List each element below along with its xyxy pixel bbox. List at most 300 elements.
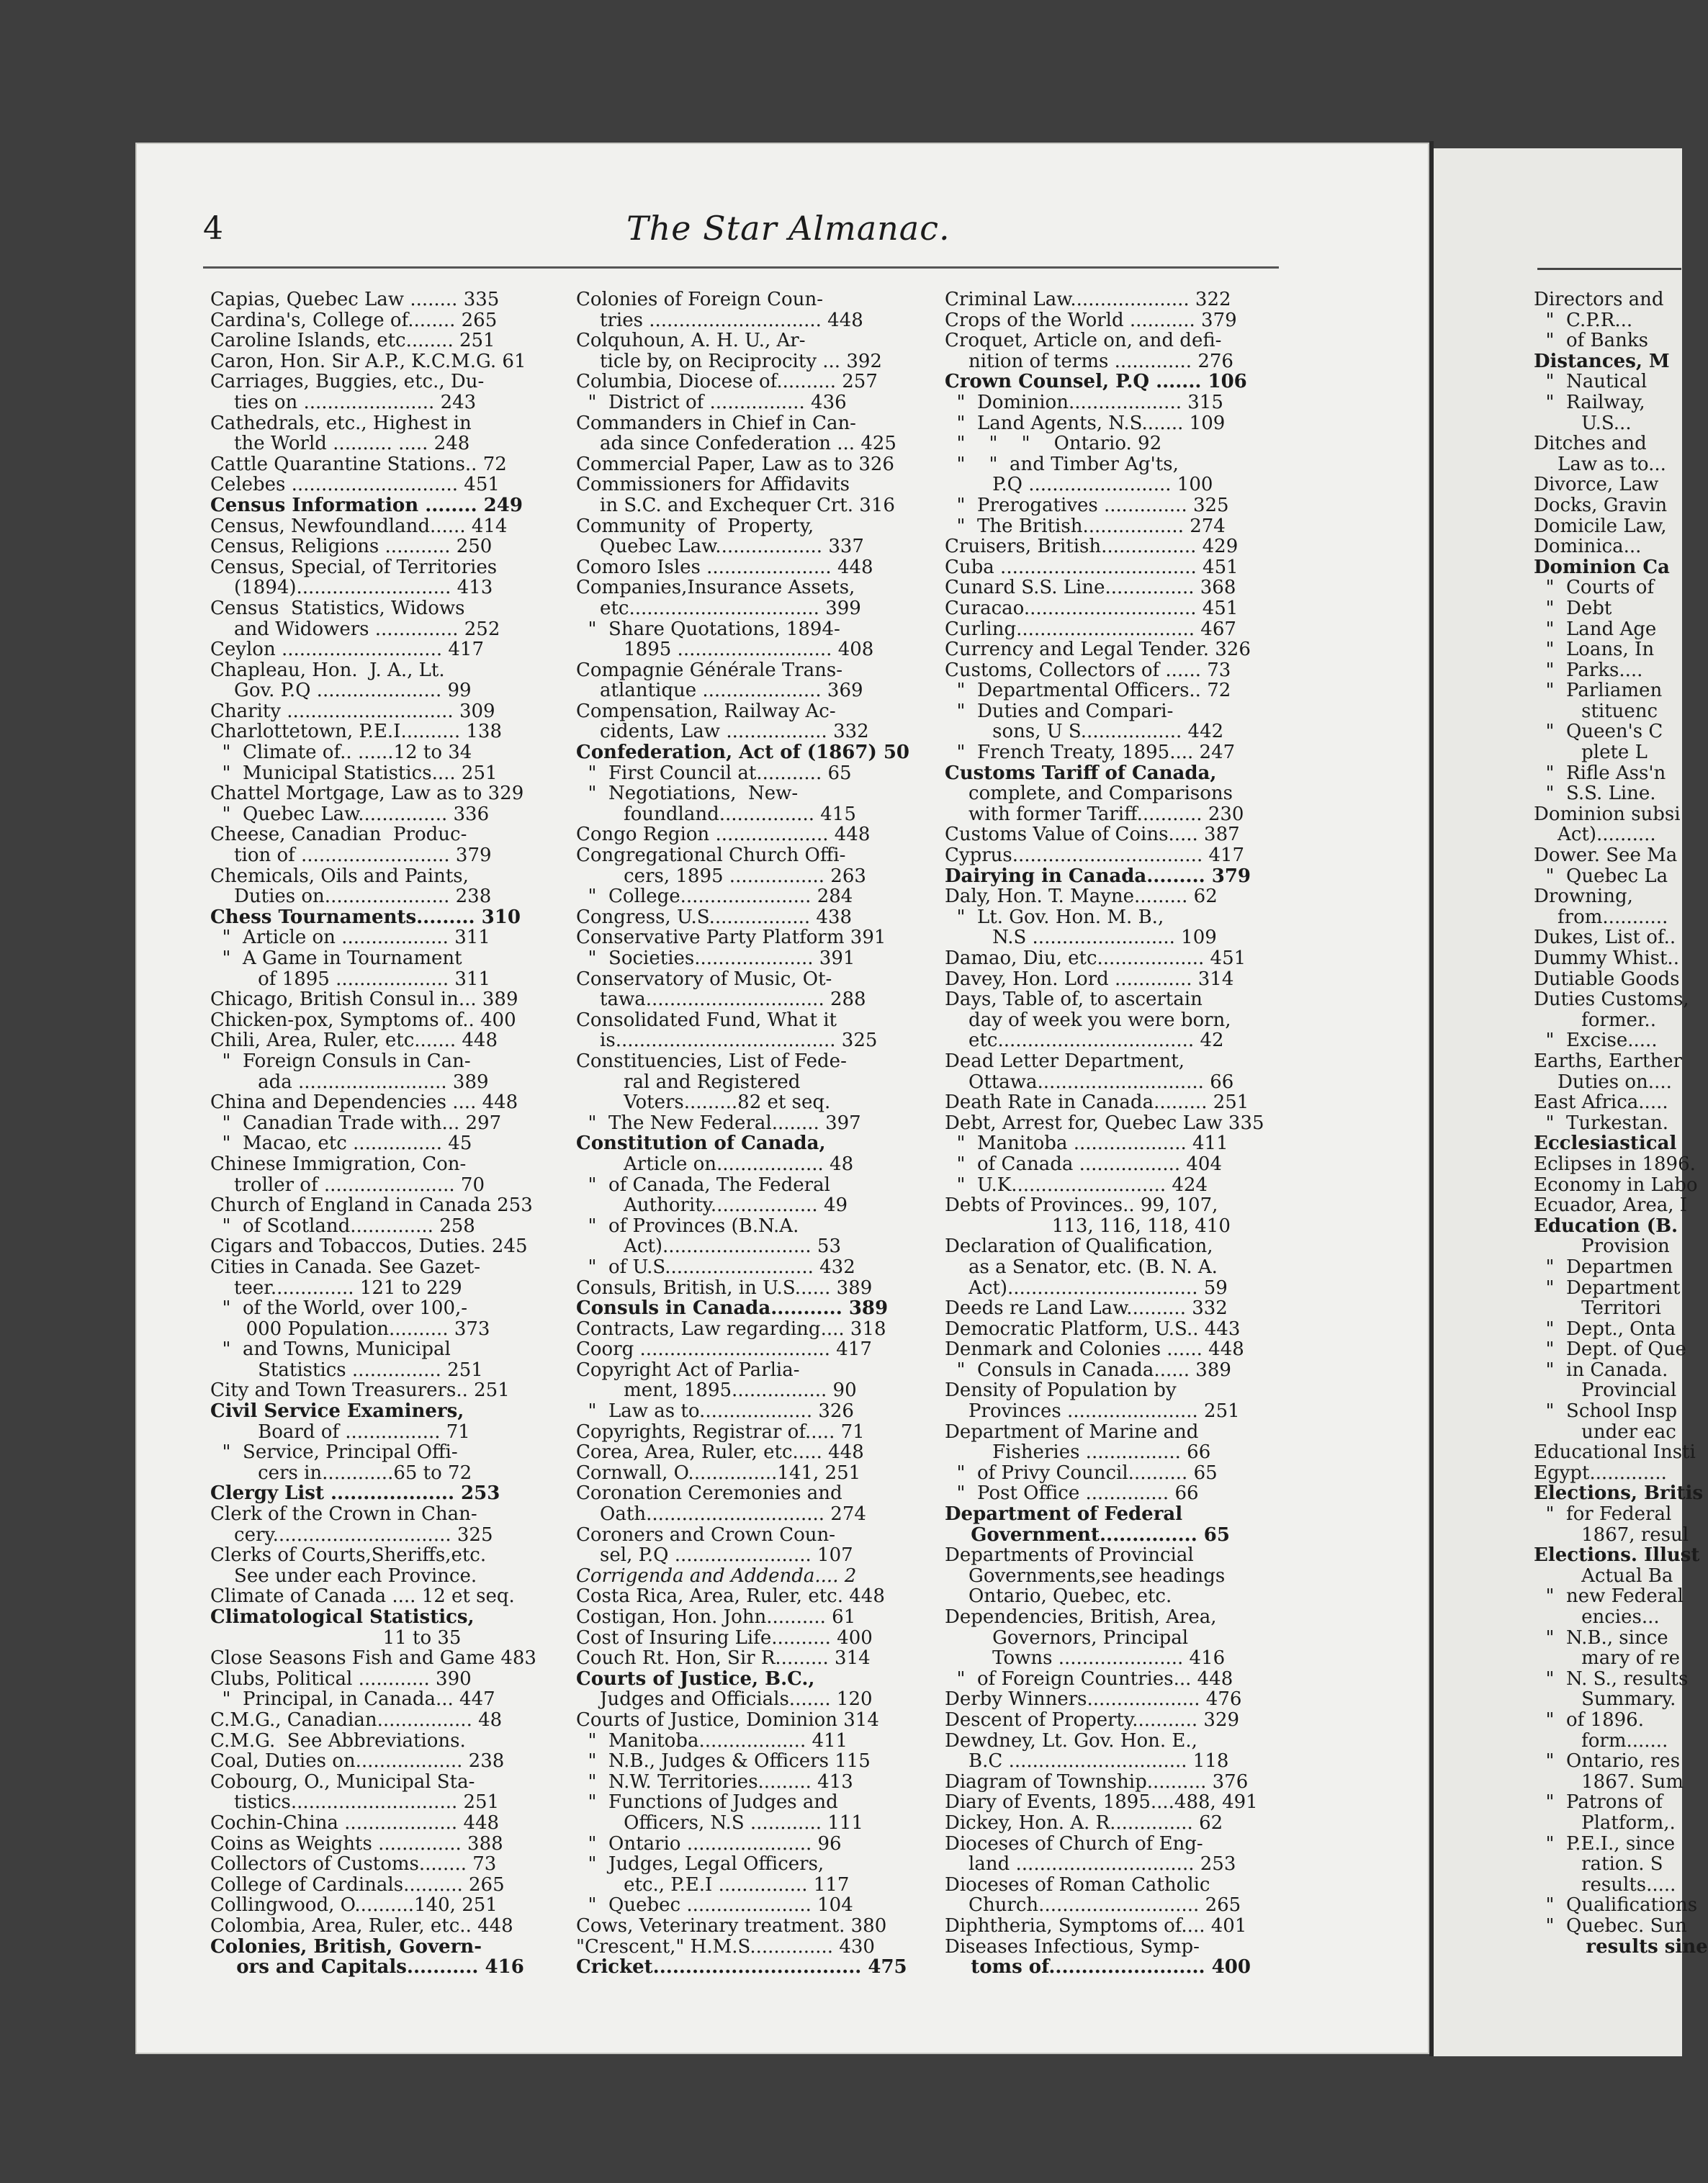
index-entry: etc................................ 399 <box>576 597 861 619</box>
index-entry: Dead Letter Department, <box>945 1050 1185 1072</box>
index-entry: " Consuls in Canada...... 389 <box>945 1359 1231 1381</box>
index-entry: " P.E.I., since <box>1534 1832 1676 1855</box>
index-entry: Ditches and <box>1534 433 1647 455</box>
index-entry: Crops of the World ........... 379 <box>945 309 1237 331</box>
index-entry: plete L <box>1534 742 1648 764</box>
index-entry: Chicken-pox, Symptoms of.. 400 <box>210 1009 516 1031</box>
index-entry: Colquhoun, A. H. U., Ar- <box>576 330 806 352</box>
index-entry: Gov. P.Q ..................... 99 <box>210 680 472 702</box>
index-entry: Death Rate in Canada......... 251 <box>945 1092 1249 1114</box>
index-entry: 11 to 35 <box>210 1626 462 1649</box>
index-entry: Governors, Principal <box>945 1626 1189 1649</box>
index-entry: Coorg ................................ 417 <box>576 1338 872 1361</box>
index-entry: Territori <box>1534 1297 1661 1320</box>
index-entry: with former Tariff........... 230 <box>945 803 1244 825</box>
index-entry: Community of Property, <box>576 515 814 537</box>
index-entry: Coins as Weights .............. 388 <box>210 1832 503 1855</box>
index-entry: Confederation, Act of (1867) 50 <box>576 742 910 764</box>
index-entry: form....... <box>1534 1729 1668 1752</box>
index-entry: " of Canada ................. 404 <box>945 1153 1222 1175</box>
index-entry: Collectors of Customs........ 73 <box>210 1853 497 1876</box>
index-entry: Curling.............................. 467 <box>945 618 1236 640</box>
index-entry: Census, Religions ........... 250 <box>210 536 493 558</box>
index-entry: " U.K.......................... 424 <box>945 1174 1208 1196</box>
index-entry: " Ontario, res <box>1534 1750 1681 1773</box>
index-entry: sel, P.Q ....................... 107 <box>576 1544 853 1567</box>
index-entry: " of Banks <box>1534 330 1649 352</box>
index-entry: Cathedrals, etc., Highest in <box>210 412 472 434</box>
index-entry: Governments,see headings <box>945 1565 1226 1587</box>
index-entry: Davey, Hon. Lord ............. 314 <box>945 968 1234 990</box>
index-entry: Climatological Statistics, <box>210 1606 475 1628</box>
index-entry: tries ............................. 448 <box>576 309 863 331</box>
index-entry: " Prerogatives .............. 325 <box>945 494 1229 516</box>
index-entry: U.S... <box>1534 412 1632 434</box>
index-entry: " in Canada. <box>1534 1359 1668 1381</box>
index-entry: " and Towns, Municipal <box>210 1338 451 1361</box>
index-entry: Educational Insti <box>1534 1441 1696 1464</box>
index-entry: Actual Ba <box>1534 1565 1673 1587</box>
index-entry: Platform,. <box>1534 1811 1676 1834</box>
index-entry: " Departmental Officers.. 72 <box>945 680 1231 702</box>
index-entry: Dairying in Canada......... 379 <box>945 865 1251 887</box>
index-entry: " Post Office .............. 66 <box>945 1482 1199 1505</box>
index-entry: " Nautical <box>1534 371 1648 393</box>
index-entry: Copyrights, Registrar of..... 71 <box>576 1421 865 1443</box>
index-entry: " Courts of <box>1534 577 1655 599</box>
index-entry: Cunard S.S. Line............... 368 <box>945 577 1236 599</box>
index-entry: " N.B., Judges & Officers 115 <box>576 1750 871 1773</box>
index-entry: Department of Marine and <box>945 1421 1199 1443</box>
index-entry: Act)................................ 59 <box>945 1277 1228 1299</box>
index-entry: Economy in Labo <box>1534 1174 1698 1196</box>
index-entry: 1867. Sum <box>1534 1770 1684 1793</box>
index-entry: C.M.G., Canadian................ 48 <box>210 1709 503 1731</box>
index-entry: " new Federal <box>1534 1585 1684 1608</box>
index-entry: Congregational Church Offi- <box>576 845 846 867</box>
index-entry: "Crescent," H.M.S.............. 430 <box>576 1935 875 1958</box>
index-entry: " of 1896. <box>1534 1709 1644 1731</box>
index-entry: Egypt............. <box>1534 1462 1667 1484</box>
index-entry: Conservatory of Music, Ot- <box>576 968 832 990</box>
index-entry: East Africa..... <box>1534 1092 1668 1114</box>
index-entry: Divorce, Law <box>1534 474 1659 496</box>
index-entry: Collingwood, O..........140, 251 <box>210 1894 498 1917</box>
index-entry: Elections, Britis <box>1534 1482 1704 1505</box>
index-entry: " Departmen <box>1534 1256 1673 1278</box>
index-entry: " of Canada, The Federal <box>576 1174 830 1196</box>
index-entry: " for Federal <box>1534 1503 1672 1526</box>
index-entry: Days, Table of, to ascertain <box>945 989 1203 1011</box>
index-entry: Currency and Legal Tender. 326 <box>945 639 1251 661</box>
index-entry: Elections. Illust <box>1534 1544 1700 1567</box>
index-entry: China and Dependencies .... 448 <box>210 1092 518 1114</box>
index-entry: Congress, U.S................. 438 <box>576 906 853 928</box>
index-entry: Cuba ................................. 451 <box>945 556 1239 578</box>
index-entry: cery.............................. 325 <box>210 1523 493 1546</box>
index-entry: " S.S. Line. <box>1534 783 1656 805</box>
index-entry: Towns ..................... 416 <box>945 1647 1226 1670</box>
index-entry: Cows, Veterinary treatment. 380 <box>576 1914 887 1937</box>
index-entry: Authority.................. 49 <box>576 1194 848 1217</box>
index-entry: Coal, Duties on.................. 238 <box>210 1750 505 1773</box>
index-entry: troller of ...................... 70 <box>210 1174 485 1196</box>
index-entry: Dummy Whist.. <box>1534 948 1679 969</box>
index-entry: Diseases Infectious, Symp- <box>945 1935 1200 1958</box>
index-entry: Corea, Area, Ruler, etc..... 448 <box>576 1441 864 1464</box>
index-entry: " Qualifications <box>1534 1894 1698 1917</box>
index-entry: Provincial <box>1534 1379 1677 1402</box>
index-entry: tion of ......................... 379 <box>210 845 492 867</box>
index-entry: Colonies of Foreign Coun- <box>576 289 823 310</box>
index-entry: " A Game in Tournament <box>210 948 462 969</box>
index-entry: Act).......... <box>1534 824 1656 846</box>
index-entry: Consuls, British, in U.S...... 389 <box>576 1277 873 1299</box>
index-entry: ada ......................... 389 <box>210 1071 489 1093</box>
index-entry: Census, Special, of Territories <box>210 556 498 578</box>
index-entry: Congo Region ................... 448 <box>576 824 871 846</box>
index-entry: Contracts, Law regarding.... 318 <box>576 1318 886 1340</box>
index-entry: tistics............................ 251 <box>210 1791 500 1814</box>
index-entry: " The New Federal........ 397 <box>576 1112 861 1134</box>
index-entry: Dewdney, Lt. Gov. Hon. E., <box>945 1729 1197 1752</box>
index-entry: Customs Tariff of Canada, <box>945 762 1217 784</box>
index-entry: Clergy List ................... 253 <box>210 1482 500 1505</box>
index-entry: results sine <box>1534 1935 1708 1958</box>
index-entry: Clubs, Political ............ 390 <box>210 1667 472 1690</box>
index-entry: Debts of Provinces.. 99, 107, <box>945 1194 1218 1217</box>
index-entry: Dependencies, British, Area, <box>945 1606 1217 1628</box>
index-entry: " Ontario ..................... 96 <box>576 1832 842 1855</box>
index-entry: " Dept., Onta <box>1534 1318 1676 1340</box>
index-entry: Earths, Earther <box>1534 1050 1682 1072</box>
index-entry: Commanders in Chief in Can- <box>576 412 856 434</box>
index-entry: " of the World, over 100,- <box>210 1297 468 1320</box>
index-entry: City and Town Treasurers.. 251 <box>210 1379 510 1402</box>
index-entry: Duties on..................... 238 <box>210 886 492 908</box>
index-entry: Chattel Mortgage, Law as to 329 <box>210 783 524 805</box>
index-entry: Church of England in Canada 253 <box>210 1194 533 1217</box>
index-entry: Density of Population by <box>945 1379 1177 1402</box>
index-entry: " School Insp <box>1534 1400 1678 1423</box>
index-entry: " Law as to................... 326 <box>576 1400 854 1423</box>
index-entry: results..... <box>1534 1873 1676 1896</box>
index-entry: " N. S., results <box>1534 1667 1689 1690</box>
index-entry: " Canadian Trade with... 297 <box>210 1112 502 1134</box>
index-entry: Consuls in Canada........... 389 <box>576 1297 889 1320</box>
index-entry: as a Senator, etc. (B. N. A. <box>945 1256 1218 1278</box>
index-entry: Law as to... <box>1534 453 1666 475</box>
index-entry: " Lt. Gov. Hon. M. B., <box>945 906 1164 928</box>
index-entry: Article on.................. 48 <box>576 1153 854 1175</box>
index-entry: Departments of Provincial <box>945 1544 1194 1567</box>
index-entry: Charity ............................ 309 <box>210 700 495 722</box>
index-entry: Charlottetown, P.E.I.......... 138 <box>210 721 502 743</box>
index-entry: " Negotiations, New- <box>576 783 799 805</box>
index-entry: ment, 1895................ 90 <box>576 1379 857 1402</box>
index-entry: ada since Confederation ... 425 <box>576 433 896 455</box>
index-entry: " " and Timber Ag'ts, <box>945 453 1179 475</box>
index-entry: " Debt <box>1534 597 1612 619</box>
index-entry: P.Q ........................ 100 <box>945 474 1213 496</box>
index-entry: Consolidated Fund, What it <box>576 1009 837 1031</box>
index-entry: " Patrons of <box>1534 1791 1663 1814</box>
index-entry: Cobourg, O., Municipal Sta- <box>210 1770 475 1793</box>
index-entry: Statistics ............... 251 <box>210 1359 483 1381</box>
right-header-rule <box>1537 268 1681 270</box>
index-entry: " Quebec ..................... 104 <box>576 1894 853 1917</box>
index-entry: Quebec Law.................. 337 <box>576 536 864 558</box>
index-entry: " Loans, In <box>1534 639 1655 661</box>
index-entry: 1895 .......................... 408 <box>576 639 874 661</box>
index-entry: " Macao, etc ............... 45 <box>210 1133 472 1155</box>
index-entry: ors and Capitals........... 416 <box>210 1956 524 1979</box>
index-entry: Provision <box>1534 1235 1670 1258</box>
index-entry: nition of terms ............. 276 <box>945 350 1233 372</box>
index-entry: Corrigenda and Addenda.... 2 <box>576 1565 857 1587</box>
index-entry: is..................................... 325 <box>576 1030 878 1052</box>
index-entry: Constitution of Canada, <box>576 1133 826 1155</box>
index-entry: cers, 1895 ................ 263 <box>576 865 866 887</box>
index-entry: Dominion subsi <box>1534 803 1681 825</box>
index-entry: ticle by, on Reciprocity ... 392 <box>576 350 882 372</box>
index-entry: " of Privy Council.......... 65 <box>945 1462 1218 1484</box>
index-entry: Cigars and Tobaccos, Duties. 245 <box>210 1235 528 1258</box>
index-entry: " Department <box>1534 1277 1681 1299</box>
index-entry: " Dept. of Que <box>1534 1338 1686 1361</box>
index-entry: sons, U S................. 442 <box>945 721 1224 743</box>
index-entry: Drowning, <box>1534 886 1633 908</box>
index-entry: etc................................. 42 <box>945 1030 1224 1052</box>
index-entry: " of Scotland.............. 258 <box>210 1215 475 1237</box>
index-entry: Ecclesiastical <box>1534 1133 1677 1155</box>
index-entry: Capias, Quebec Law ........ 335 <box>210 289 500 310</box>
index-entry: " First Council at........... 65 <box>576 762 852 784</box>
index-entry: " College...................... 284 <box>576 886 853 908</box>
index-entry: Caron, Hon. Sir A.P., K.C.M.G. 61 <box>210 350 526 372</box>
index-entry: Census, Newfoundland...... 414 <box>210 515 508 537</box>
index-entry: Conservative Party Platform 391 <box>576 927 886 949</box>
index-entry: Act)......................... 53 <box>576 1235 842 1258</box>
index-entry: Damao, Diu, etc.................. 451 <box>945 948 1246 969</box>
index-entry: Colonies, British, Govern- <box>210 1935 482 1958</box>
index-entry: Directors and <box>1534 289 1664 310</box>
index-entry: day of week you were born, <box>945 1009 1231 1031</box>
index-entry: encies... <box>1534 1606 1660 1628</box>
index-entry: B.C .............................. 118 <box>945 1750 1229 1773</box>
index-entry: Courts of Justice, B.C., <box>576 1667 815 1690</box>
index-entry: Caroline Islands, etc........ 251 <box>210 330 495 352</box>
index-entry: Descent of Property........... 329 <box>945 1709 1240 1731</box>
index-entry: See under each Province. <box>210 1565 477 1587</box>
index-entry: Ecuador, Area, I <box>1534 1194 1688 1217</box>
index-entry: Dower. See Ma <box>1534 845 1678 867</box>
index-entry: land .............................. 253 <box>945 1853 1236 1876</box>
index-entry: Cities in Canada. See Gazet- <box>210 1256 481 1278</box>
index-entry: Constituencies, List of Fede- <box>576 1050 847 1072</box>
index-entry: Clerks of Courts,Sheriffs,etc. <box>210 1544 487 1567</box>
index-entry: Deeds re Land Law.......... 332 <box>945 1297 1228 1320</box>
index-entry: " Municipal Statistics.... 251 <box>210 762 498 784</box>
index-entry: Dominion Ca <box>1534 556 1670 578</box>
index-entry: Customs Value of Coins..... 387 <box>945 824 1240 846</box>
index-entry: " Manitoba.................. 411 <box>576 1729 848 1752</box>
index-entry: Declaration of Qualification, <box>945 1235 1213 1258</box>
index-entry: toms of........................ 400 <box>945 1956 1251 1979</box>
index-entry: (1894).......................... 413 <box>210 577 493 599</box>
index-entry: " Turkestan. <box>1534 1112 1668 1134</box>
index-entry: Diphtheria, Symptoms of.... 401 <box>945 1914 1247 1937</box>
index-entry: " Excise..... <box>1534 1030 1658 1052</box>
index-entry: Board of ................ 71 <box>210 1421 470 1443</box>
index-entry: Census Information ........ 249 <box>210 494 523 516</box>
index-entry: Judges and Officials....... 120 <box>576 1688 873 1711</box>
index-entry: Compensation, Railway Ac- <box>576 700 836 722</box>
index-entry: Carriages, Buggies, etc., Du- <box>210 371 485 393</box>
index-entry: Docks, Gravin <box>1534 494 1668 516</box>
index-entry: cidents, Law ................. 332 <box>576 721 869 743</box>
index-entry: " Land Age <box>1534 618 1657 640</box>
index-entry: " Manitoba ................... 411 <box>945 1133 1228 1155</box>
index-entry: Chili, Area, Ruler, etc....... 448 <box>210 1030 498 1052</box>
index-entry: the World .......... ..... 248 <box>210 433 470 455</box>
index-entry: Columbia, Diocese of.......... 257 <box>576 371 878 393</box>
index-entry: Dukes, List of.. <box>1534 927 1676 949</box>
index-entry: Commissioners for Affidavits <box>576 474 850 496</box>
index-entry: " N.B., since <box>1534 1626 1668 1649</box>
index-entry: Curacao............................. 451 <box>945 597 1239 619</box>
index-entry: ral and Registered <box>576 1071 801 1093</box>
index-entry: Chicago, British Consul in... 389 <box>210 989 518 1011</box>
index-entry: " Parliamen <box>1534 680 1663 702</box>
index-entry: Cattle Quarantine Stations.. 72 <box>210 453 507 475</box>
index-entry: Dutiable Goods <box>1534 968 1680 990</box>
index-entry: Duties on.... <box>1534 1071 1672 1093</box>
index-entry: Compagnie Générale Trans- <box>576 659 843 681</box>
index-entry: Duties Customs, <box>1534 989 1689 1011</box>
index-entry: Cardina's, College of........ 265 <box>210 309 498 331</box>
index-entry: Daly, Hon. T. Mayne......... 62 <box>945 886 1218 908</box>
index-entry: Diary of Events, 1895....488, 491 <box>945 1791 1258 1814</box>
index-entry: C.M.G. See Abbreviations. <box>210 1729 466 1752</box>
index-entry: Diagram of Township.......... 376 <box>945 1770 1249 1793</box>
index-entry: " Quebec. Sun <box>1534 1914 1687 1937</box>
index-entry: Colombia, Area, Ruler, etc.. 448 <box>210 1914 513 1937</box>
index-entry: Coronation Ceremonies and <box>576 1482 842 1505</box>
index-entry: Provinces ...................... 251 <box>945 1400 1240 1423</box>
index-entry: " Judges, Legal Officers, <box>576 1853 824 1876</box>
index-entry: Criminal Law.................... 322 <box>945 289 1231 310</box>
index-entry: former.. <box>1534 1009 1656 1031</box>
index-column-3 <box>945 289 1282 1978</box>
index-entry: Climate of Canada .... 12 et seq. <box>210 1585 515 1608</box>
index-entry: Ontario, Quebec, etc. <box>945 1585 1172 1608</box>
index-entry: ties on ...................... 243 <box>210 391 477 413</box>
index-entry: " of Provinces (B.N.A. <box>576 1215 799 1237</box>
index-entry: Oath.............................. 274 <box>576 1503 866 1526</box>
index-entry: Close Seasons Fish and Game 483 <box>210 1647 536 1670</box>
index-entry: 1867, resul <box>1534 1523 1689 1546</box>
index-column-4-cropped <box>1534 289 1708 1958</box>
index-entry: Celebes ............................ 451 <box>210 474 500 496</box>
index-entry: cers in............65 to 72 <box>210 1462 472 1484</box>
index-entry: " Queen's C <box>1534 721 1663 743</box>
index-entry: Census Statistics, Widows <box>210 597 465 619</box>
index-entry: Courts of Justice, Dominion 314 <box>576 1709 879 1731</box>
index-entry: Crown Counsel, P.Q ....... 106 <box>945 371 1247 393</box>
index-entry: mary of re <box>1534 1647 1681 1670</box>
index-entry: atlantique .................... 369 <box>576 680 863 702</box>
index-entry: foundland................ 415 <box>576 803 856 825</box>
index-entry: " Quebec La <box>1534 865 1668 887</box>
index-entry: " Functions of Judges and <box>576 1791 838 1814</box>
index-entry: Companies,Insurance Assets, <box>576 577 855 599</box>
index-entry: " C.P.R... <box>1534 309 1633 331</box>
index-entry: Cruisers, British................ 429 <box>945 536 1239 558</box>
index-entry: Government............... 65 <box>945 1523 1230 1546</box>
index-entry: Department of Federal <box>945 1503 1183 1526</box>
index-entry: College of Cardinals.......... 265 <box>210 1873 505 1896</box>
index-entry: Costigan, Hon. John.......... 61 <box>576 1606 856 1628</box>
index-entry: Customs, Collectors of ...... 73 <box>945 659 1231 681</box>
index-entry: Coroners and Crown Coun- <box>576 1523 836 1546</box>
index-entry: Voters.........82 et seq. <box>576 1092 831 1114</box>
index-entry: Ceylon ........................... 417 <box>210 639 484 661</box>
page-number: 4 <box>203 210 223 247</box>
index-entry: Church........................... 265 <box>945 1894 1241 1917</box>
index-entry: " Dominion................... 315 <box>945 391 1223 413</box>
index-entry: Chinese Immigration, Con- <box>210 1153 467 1175</box>
index-entry: Dominica... <box>1534 536 1642 558</box>
index-entry: " Principal, in Canada... 447 <box>210 1688 495 1711</box>
index-entry: etc., P.E.I ............... 117 <box>576 1873 850 1896</box>
index-entry: and Widowers .............. 252 <box>210 618 500 640</box>
index-entry: Debt, Arrest for, Quebec Law 335 <box>945 1112 1264 1134</box>
index-entry: " " " Ontario. 92 <box>945 433 1162 455</box>
index-entry: " Climate of.. ......12 to 34 <box>210 742 472 764</box>
index-entry: N.S ........................ 109 <box>945 927 1217 949</box>
index-entry: tawa.............................. 288 <box>576 989 866 1011</box>
index-entry: complete, and Comparisons <box>945 783 1233 805</box>
index-entry: Dioceses of Roman Catholic <box>945 1873 1210 1896</box>
index-entry: stituenc <box>1534 700 1658 722</box>
index-entry: Commercial Paper, Law as to 326 <box>576 453 894 475</box>
index-entry: of 1895 ................... 311 <box>210 968 491 990</box>
index-entry: " Rifle Ass'n <box>1534 762 1666 784</box>
index-entry: " Land Agents, N.S....... 109 <box>945 412 1226 434</box>
index-entry: 000 Population.......... 373 <box>210 1318 490 1340</box>
index-entry: " Duties and Compari- <box>945 700 1174 722</box>
index-entry: Costa Rica, Area, Ruler, etc. 448 <box>576 1585 885 1608</box>
index-entry: Clerk of the Crown in Chan- <box>210 1503 477 1526</box>
index-entry: " Railway, <box>1534 391 1645 413</box>
index-entry: " Parks.... <box>1534 659 1643 681</box>
index-entry: Distances, M <box>1534 350 1670 372</box>
index-entry: " Societies.................... 391 <box>576 948 855 969</box>
index-column-2 <box>576 289 916 1978</box>
index-entry: ration. S <box>1534 1853 1663 1876</box>
index-entry: Summary. <box>1534 1688 1676 1711</box>
index-entry: Cyprus................................ 417 <box>945 845 1245 867</box>
index-entry: Chemicals, Oils and Paints, <box>210 865 469 887</box>
index-entry: Eclipses in 1896. <box>1534 1153 1696 1175</box>
index-entry: Cornwall, O...............141, 251 <box>576 1462 861 1484</box>
index-entry: Civil Service Examiners, <box>210 1400 464 1423</box>
index-entry: " Quebec Law............... 336 <box>210 803 490 825</box>
index-entry: " Article on .................. 311 <box>210 927 490 949</box>
index-entry: Cost of Insuring Life.......... 400 <box>576 1626 873 1649</box>
index-entry: Chess Tournaments......... 310 <box>210 906 521 928</box>
